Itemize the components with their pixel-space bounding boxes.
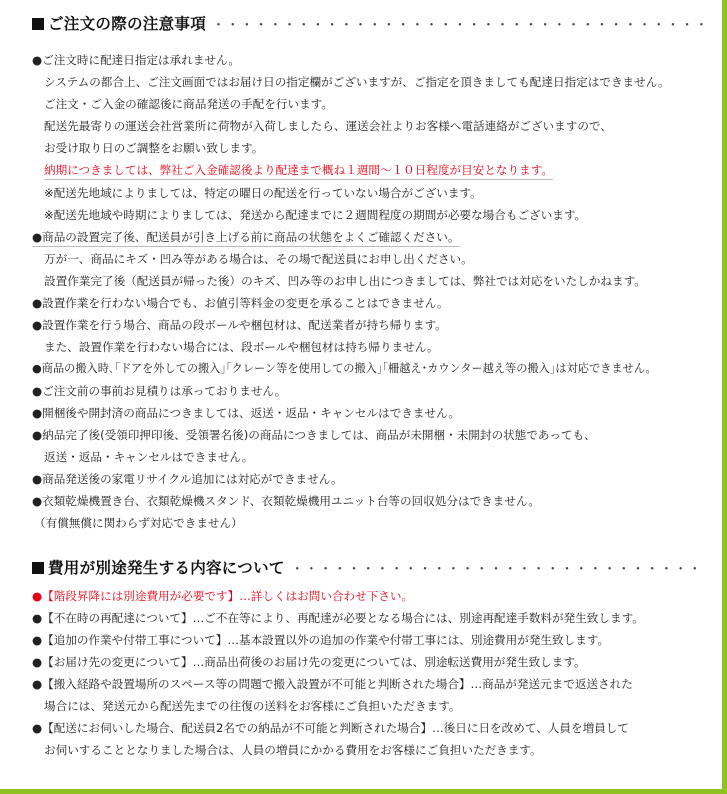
note-line: ●ご注文時に配達日指定は承れません。 xyxy=(32,53,240,67)
note-line: ●商品発送後の家電リサイクル追加には対応ができません。 xyxy=(32,472,343,486)
section-title-order-notes xyxy=(32,12,709,34)
note-line: 配送先最寄りの運送会社営業所に荷物が入荷しましたら、運送会社よりお客様へ電話連絡がございますので、 xyxy=(44,119,612,133)
section-title-text: 費用が別途発生する内容について xyxy=(48,559,285,577)
delivery-lead-time-notice: 納期につきましては、弊社ご入金確認後より配達まで概ね１週間～１０日程度が目安となります。 xyxy=(44,163,553,180)
note-line: 設置作業完了後（配送員が帰った後）のキズ、凹み等のお申し出につきましては、弊社では対応をいたしかねます。 xyxy=(44,274,646,288)
note-line: ●開梱後や開封済の商品につきましては、返送・返品・キャンセルはできません。 xyxy=(32,406,460,420)
cost-item: お伺いすることとなりました場合は、人員の増員にかかる費用をお客様にご負担いただきます。 xyxy=(44,743,542,757)
note-line: 万が一、商品にキズ・凹み等がある場合は、その場で配送員にお申し出ください。 xyxy=(44,252,473,266)
title-dot-leader: ・・・・・・・・・・・・・・・・・・・・・・・・・・・・・・・・・・・ xyxy=(212,18,710,33)
note-line: ●商品の搬入時､｢ドアを外しての搬入｣｢クレーン等を使用しての搬入｣｢柵越え･カウンター越え等の搬入｣は対応できません。 xyxy=(32,362,657,375)
note-line: システムの都合上、ご注文画面ではお届け日の指定欄がございますが、ご指定を頂きましても配達日指定はできません。 xyxy=(44,75,670,89)
title-dot-leader: ・・・・・・・・・・・・・・・・・・・・・・・・・・・・・ xyxy=(290,562,703,577)
cost-item: ●【追加の作業や付帯工事について】…基本設置以外の追加の作業や付帯工事には、別途費用が発生致します。 xyxy=(32,633,610,647)
note-line-inspection: ●商品の設置完了後、配送員が引き上げる前に商品の状態をよくご確認ください。 xyxy=(32,230,460,247)
note-line: ●ご注文前の事前お見積りは承っておりません。 xyxy=(32,384,287,398)
note-line: （有償無償に関わらず対応できません） xyxy=(34,516,243,530)
note-line: ●納品完了後(受領印押印後、受領署名後)の商品につきましては、商品が未開梱・未開封の状態であっても、 xyxy=(32,428,596,442)
note-line: ※配送先地域によりましては、特定の曜日の配送を行っていない場合がございます。 xyxy=(44,186,482,200)
cost-item-stairs: ●【階段昇降には別途費用が必要です】…詳しくはお問い合わせ下さい。 xyxy=(32,589,414,603)
cost-item: ●【配送にお伺いした場合、配送員2名での納品が不可能と判断された場合】…後日に日を改めて、人員を増員して xyxy=(32,721,629,735)
note-line: お受け取り日のご調整をお願い致します。 xyxy=(44,141,264,155)
note-line: 返送・返品・キャンセルはできません。 xyxy=(44,450,254,464)
cost-item: ●【不在時の再配達について】…ご不在等により、再配達が必要となる場合には、別途再配達手数料が発生致します。 xyxy=(32,611,644,625)
square-bullet-icon xyxy=(32,18,44,30)
cost-item: ●【搬入経路や設置場所のスペース等の問題で搬入設置が不可能と判断された場合】…商品が発送元まで返送された xyxy=(32,677,633,691)
square-bullet-icon xyxy=(32,562,44,574)
note-line: ●設置作業を行う場合、商品の段ボールや梱包材は、配送業者が持ち帰ります。 xyxy=(32,318,447,332)
note-line: ●設置作業を行わない場合でも、お値引等料金の変更を承ることはできません。 xyxy=(32,296,449,310)
cost-item: ●【お届け先の変更について】…商品出荷後のお届け先の変更については、別途転送費用が発生致します。 xyxy=(32,655,586,669)
note-line: ご注文・ご入金の確認後に商品発送の手配を行います。 xyxy=(44,97,333,111)
note-line: また、設置作業を行わない場合には、段ボールや梱包材は持ち帰りません。 xyxy=(44,340,439,354)
cost-item: 場合には、発送元から配送先までの往復の送料をお客様にご負担いただきます。 xyxy=(44,699,461,713)
note-line: ●衣類乾燥機置き台、衣類乾燥機スタンド、衣類乾燥機用ユニット台等の回収処分はできません。 xyxy=(32,494,540,508)
section-title-extra-costs xyxy=(32,556,703,578)
note-line: ※配送先地域や時期によりましては、発送から配達までに２週間程度の期間が必要な場合もございます。 xyxy=(44,208,587,222)
section-title-text: ご注文の際の注意事項 xyxy=(48,15,207,33)
